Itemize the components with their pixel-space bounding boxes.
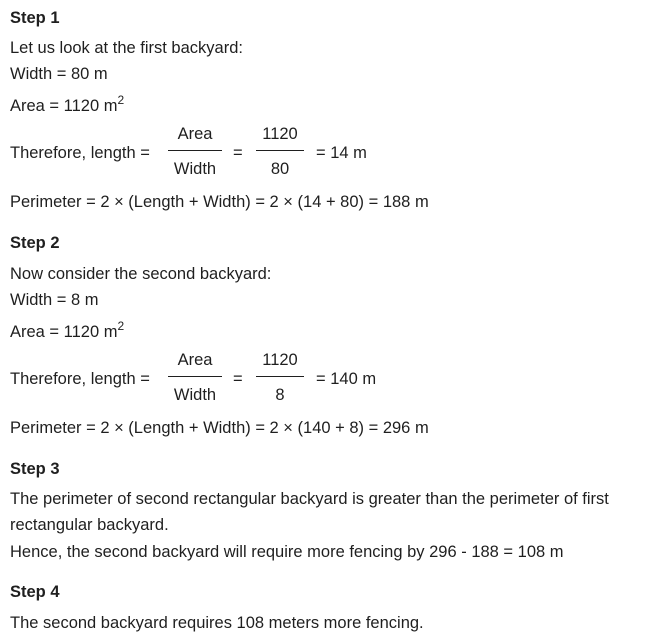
step1-length-result: = 14 m <box>316 144 367 162</box>
fraction-bar <box>168 376 222 377</box>
step1-length-equation <box>10 124 630 184</box>
step1-perimeter: Perimeter = 2 × (Length + Width) = 2 × (14 + 80) = 188 m <box>10 193 429 211</box>
fraction-numerator: Area <box>177 351 213 369</box>
fraction-bar <box>256 376 304 377</box>
step1-area-text: Area = 1120 m <box>10 97 118 115</box>
step3-line2: rectangular backyard. <box>10 516 169 534</box>
step1-width: Width = 80 m <box>10 65 108 83</box>
fraction-denominator: Width <box>173 386 217 404</box>
fraction-numerator: Area <box>177 125 213 143</box>
fraction-numerator: 1120 <box>262 351 298 369</box>
step2-title: Step 2 <box>10 234 60 252</box>
fraction-denominator: 80 <box>270 160 290 178</box>
step1-area-over-width-fraction <box>168 124 222 179</box>
fraction-bar <box>256 150 304 151</box>
step2-area <box>10 319 125 342</box>
equals-sign: = <box>233 144 243 162</box>
step2-length-equation <box>10 350 630 410</box>
step2-length-result: = 140 m <box>316 370 377 388</box>
step2-width: Width = 8 m <box>10 291 99 309</box>
step4-conclusion: The second backyard requires 108 meters more fencing. <box>10 614 424 632</box>
fraction-denominator: Width <box>173 160 217 178</box>
step2-area-exponent: 2 <box>117 319 125 333</box>
step4-title: Step 4 <box>10 583 60 601</box>
fraction-bar <box>168 150 222 151</box>
step2-value-fraction <box>256 350 304 405</box>
step1-area <box>10 93 125 116</box>
step2-intro: Now consider the second backyard: <box>10 265 272 283</box>
fraction-numerator: 1120 <box>262 125 298 143</box>
step2-area-text: Area = 1120 m <box>10 323 118 341</box>
step3-line1: The perimeter of second rectangular backyard is greater than the perimeter of first <box>10 490 609 508</box>
step1-length-label: Therefore, length = <box>10 144 150 162</box>
step2-length-label: Therefore, length = <box>10 370 150 388</box>
step1-intro: Let us look at the first backyard: <box>10 39 243 57</box>
equals-sign: = <box>233 370 243 388</box>
step1-value-fraction <box>256 124 304 179</box>
step1-area-exponent: 2 <box>117 93 125 107</box>
step2-perimeter: Perimeter = 2 × (Length + Width) = 2 × (140 + 8) = 296 m <box>10 419 429 437</box>
step2-area-over-width-fraction <box>168 350 222 405</box>
fraction-denominator: 8 <box>275 386 285 404</box>
step1-title: Step 1 <box>10 9 60 27</box>
step3-line3: Hence, the second backyard will require more fencing by 296 - 188 = 108 m <box>10 543 564 561</box>
step3-title: Step 3 <box>10 460 60 478</box>
